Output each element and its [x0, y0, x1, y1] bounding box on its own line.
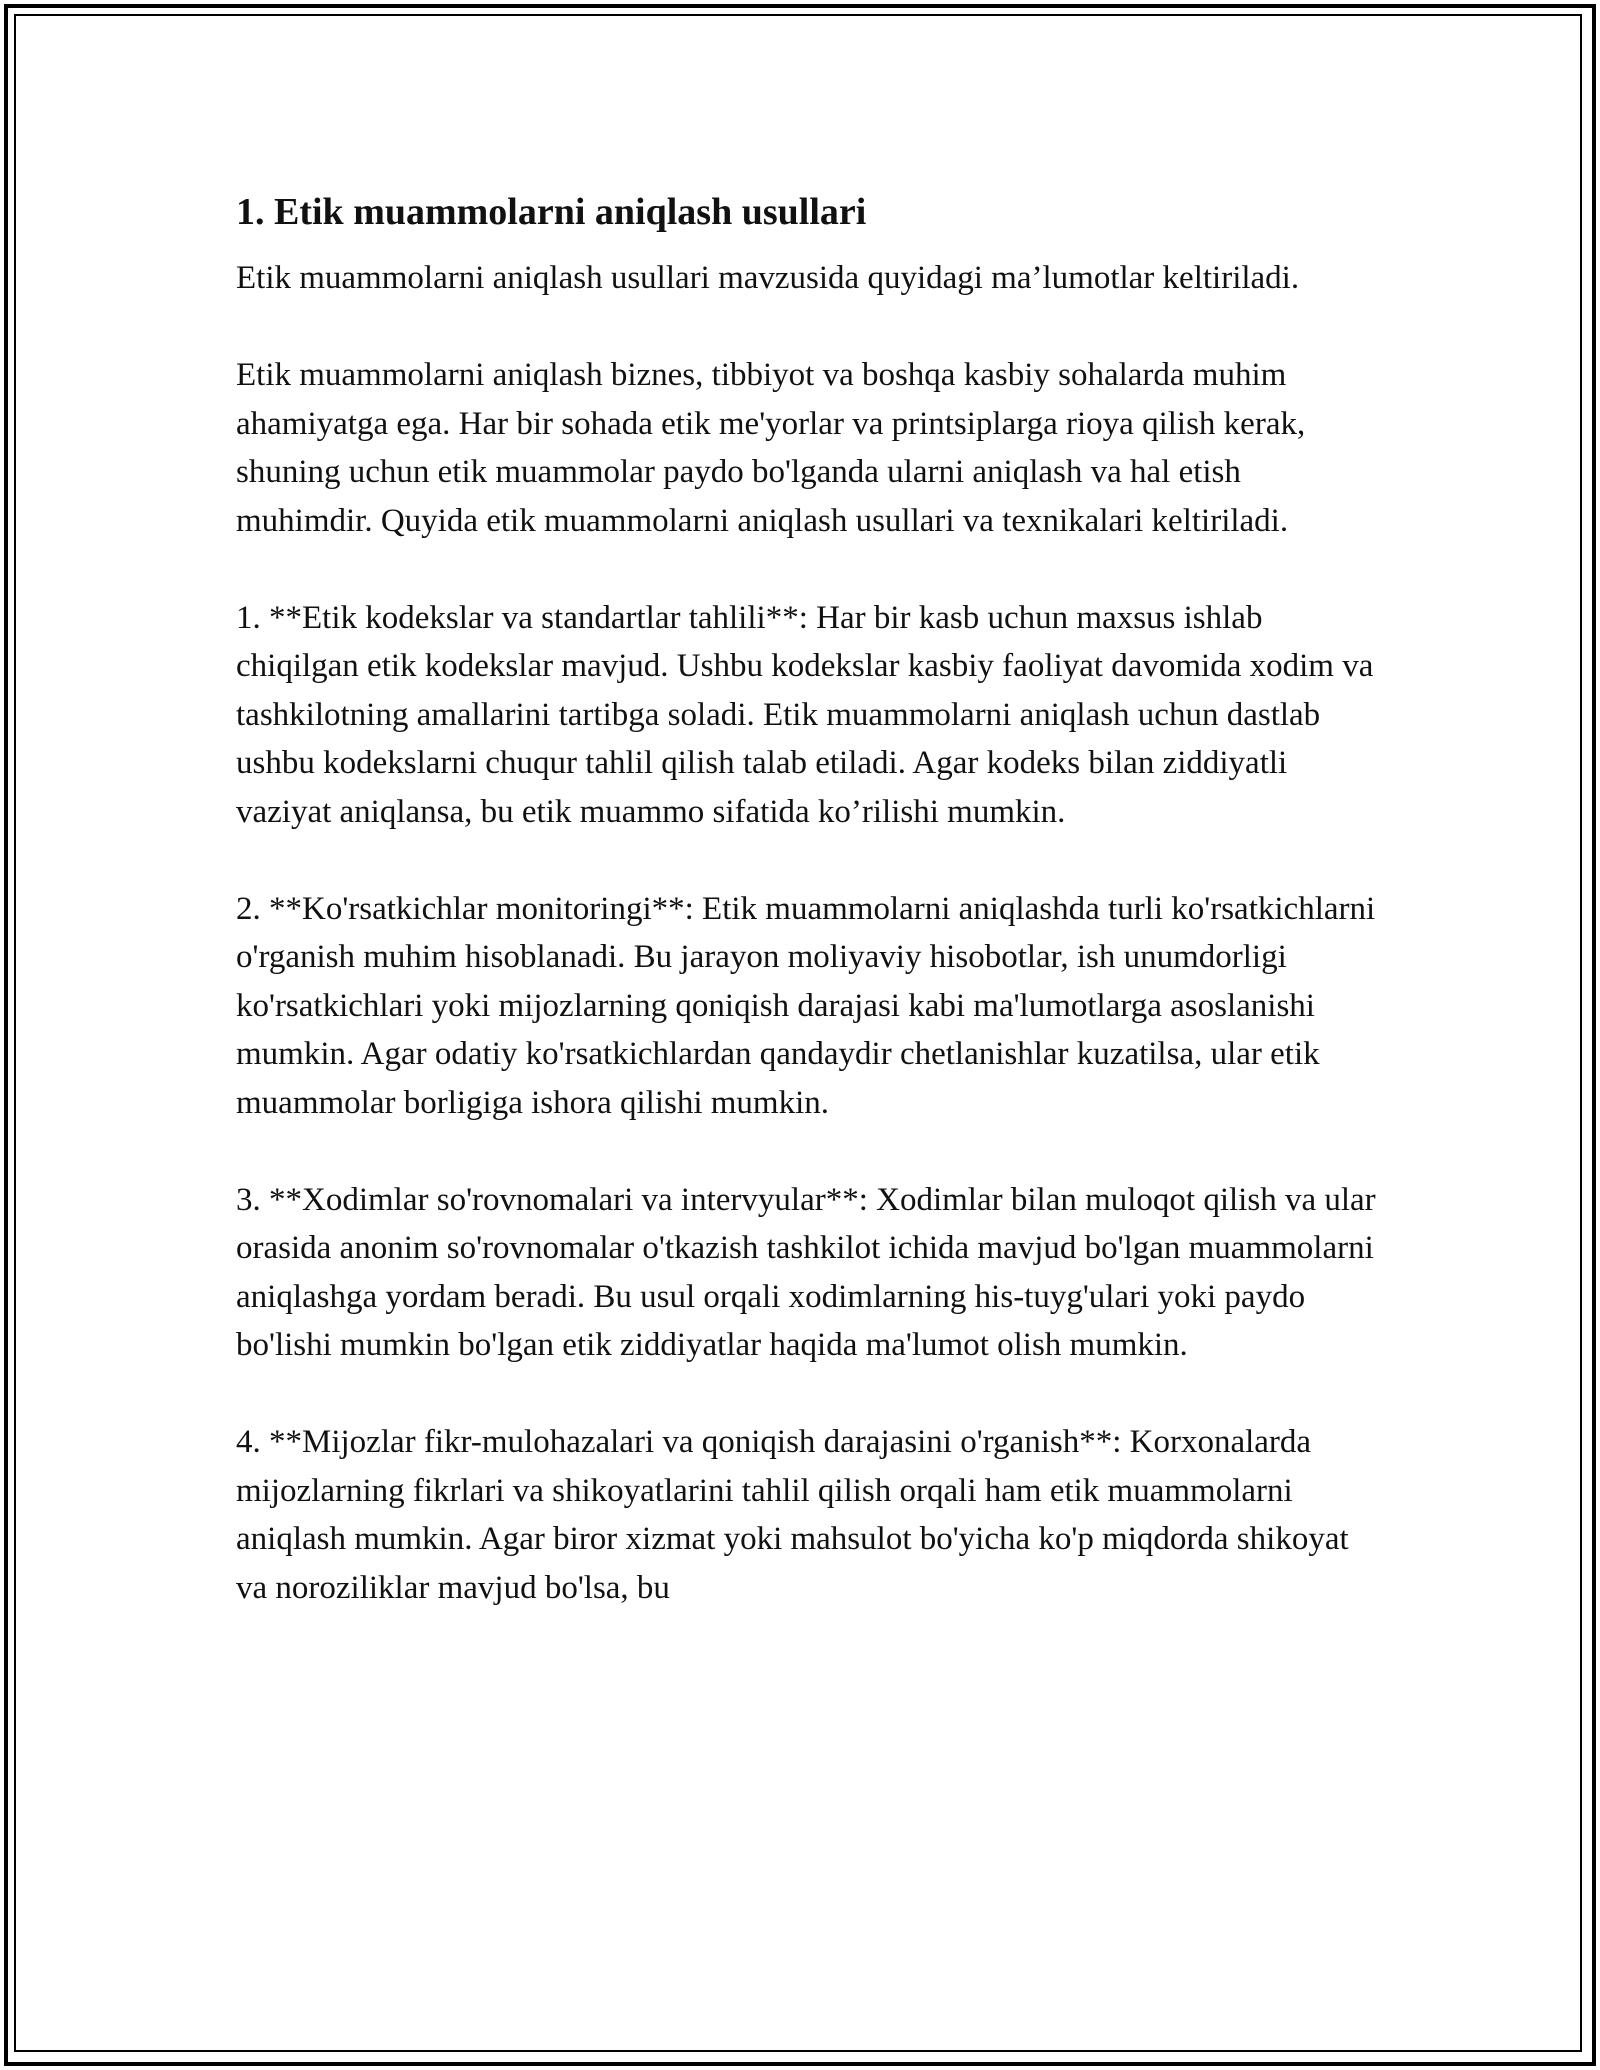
paragraph-overview: Etik muammolarni aniqlash biznes, tibbiyot va boshqa kasbiy sohalarda muhim ahamiyatga ega. Har bir sohada etik me'yorlar va printsiplarga rioya qilish kerak, shuning uchun etik muammolar paydo bo'lganda ularni aniqlash va hal etish muhimdir. Quyida etik muammolarni aniqlash usullari va texnikalari keltiriladi. [236, 357, 1306, 539]
paragraph-method-3: 3. **Xodimlar so'rovnomalari va intervyular**: Xodimlar bilan muloqot qilish va ular orasida anonim so'rovnomalar o'tkazish tashkilot ichida mavjud bo'lgan muammolarni aniqlashga yordam beradi. Bu usul orqali xodimlarning his-tuyg'ulari yoki paydo bo'lishi mumkin bo'lgan etik ziddiyatlar haqida ma'lumot olish mumkin. [236, 1181, 1376, 1363]
paragraph-method-2: 2. **Ko'rsatkichlar monitoringi**: Etik muammolarni aniqlashda turli ko'rsatkichlarni o'rganish muhim hisoblanadi. Bu jarayon moliyaviy hisobotlar, ish unumdorligi ko'rsatkichlari yoki mijozlarning qoniqish darajasi kabi ma'lumotlarga asoslanishi mumkin. Agar odatiy ko'rsatkichlardan qandaydir chetlanishlar kuzatilsa, ular etik muammolar borligiga ishora qilishi mumkin. [236, 890, 1376, 1121]
paragraph-intro: Etik muammolarni aniqlash usullari mavzusida quyidagi ma’lumotlar keltiriladi. [236, 260, 1300, 296]
section-heading: 1. Etik muammolarni aniqlash usullari [236, 191, 867, 233]
document-body [236, 188, 1376, 1612]
paragraph-method-1: 1. **Etik kodekslar va standartlar tahlili**: Har bir kasb uchun maxsus ishlab chiqilgan etik kodekslar mavjud. Ushbu kodekslar kasbiy faoliyat davomida xodim va tashkilotning amallarini tartibga soladi. Etik muammolarni aniqlash uchun dastlab ushbu kodekslarni chuqur tahlil qilish talab etiladi. Agar kodeks bilan ziddiyatli vaziyat aniqlansa, bu etik muammo sifatida ko’rilishi mumkin. [236, 599, 1374, 830]
paragraph-method-4: 4. **Mijozlar fikr-mulohazalari va qoniqish darajasini o'rganish**: Korxonalarda mijozlarning fikrlari va shikoyatlarini tahlil qilish orqali ham etik muammolarni aniqlash mumkin. Agar biror xizmat yoki mahsulot bo'yicha ko'p miqdorda shikoyat va noroziliklar mavjud bo'lsa, bu [236, 1424, 1349, 1606]
